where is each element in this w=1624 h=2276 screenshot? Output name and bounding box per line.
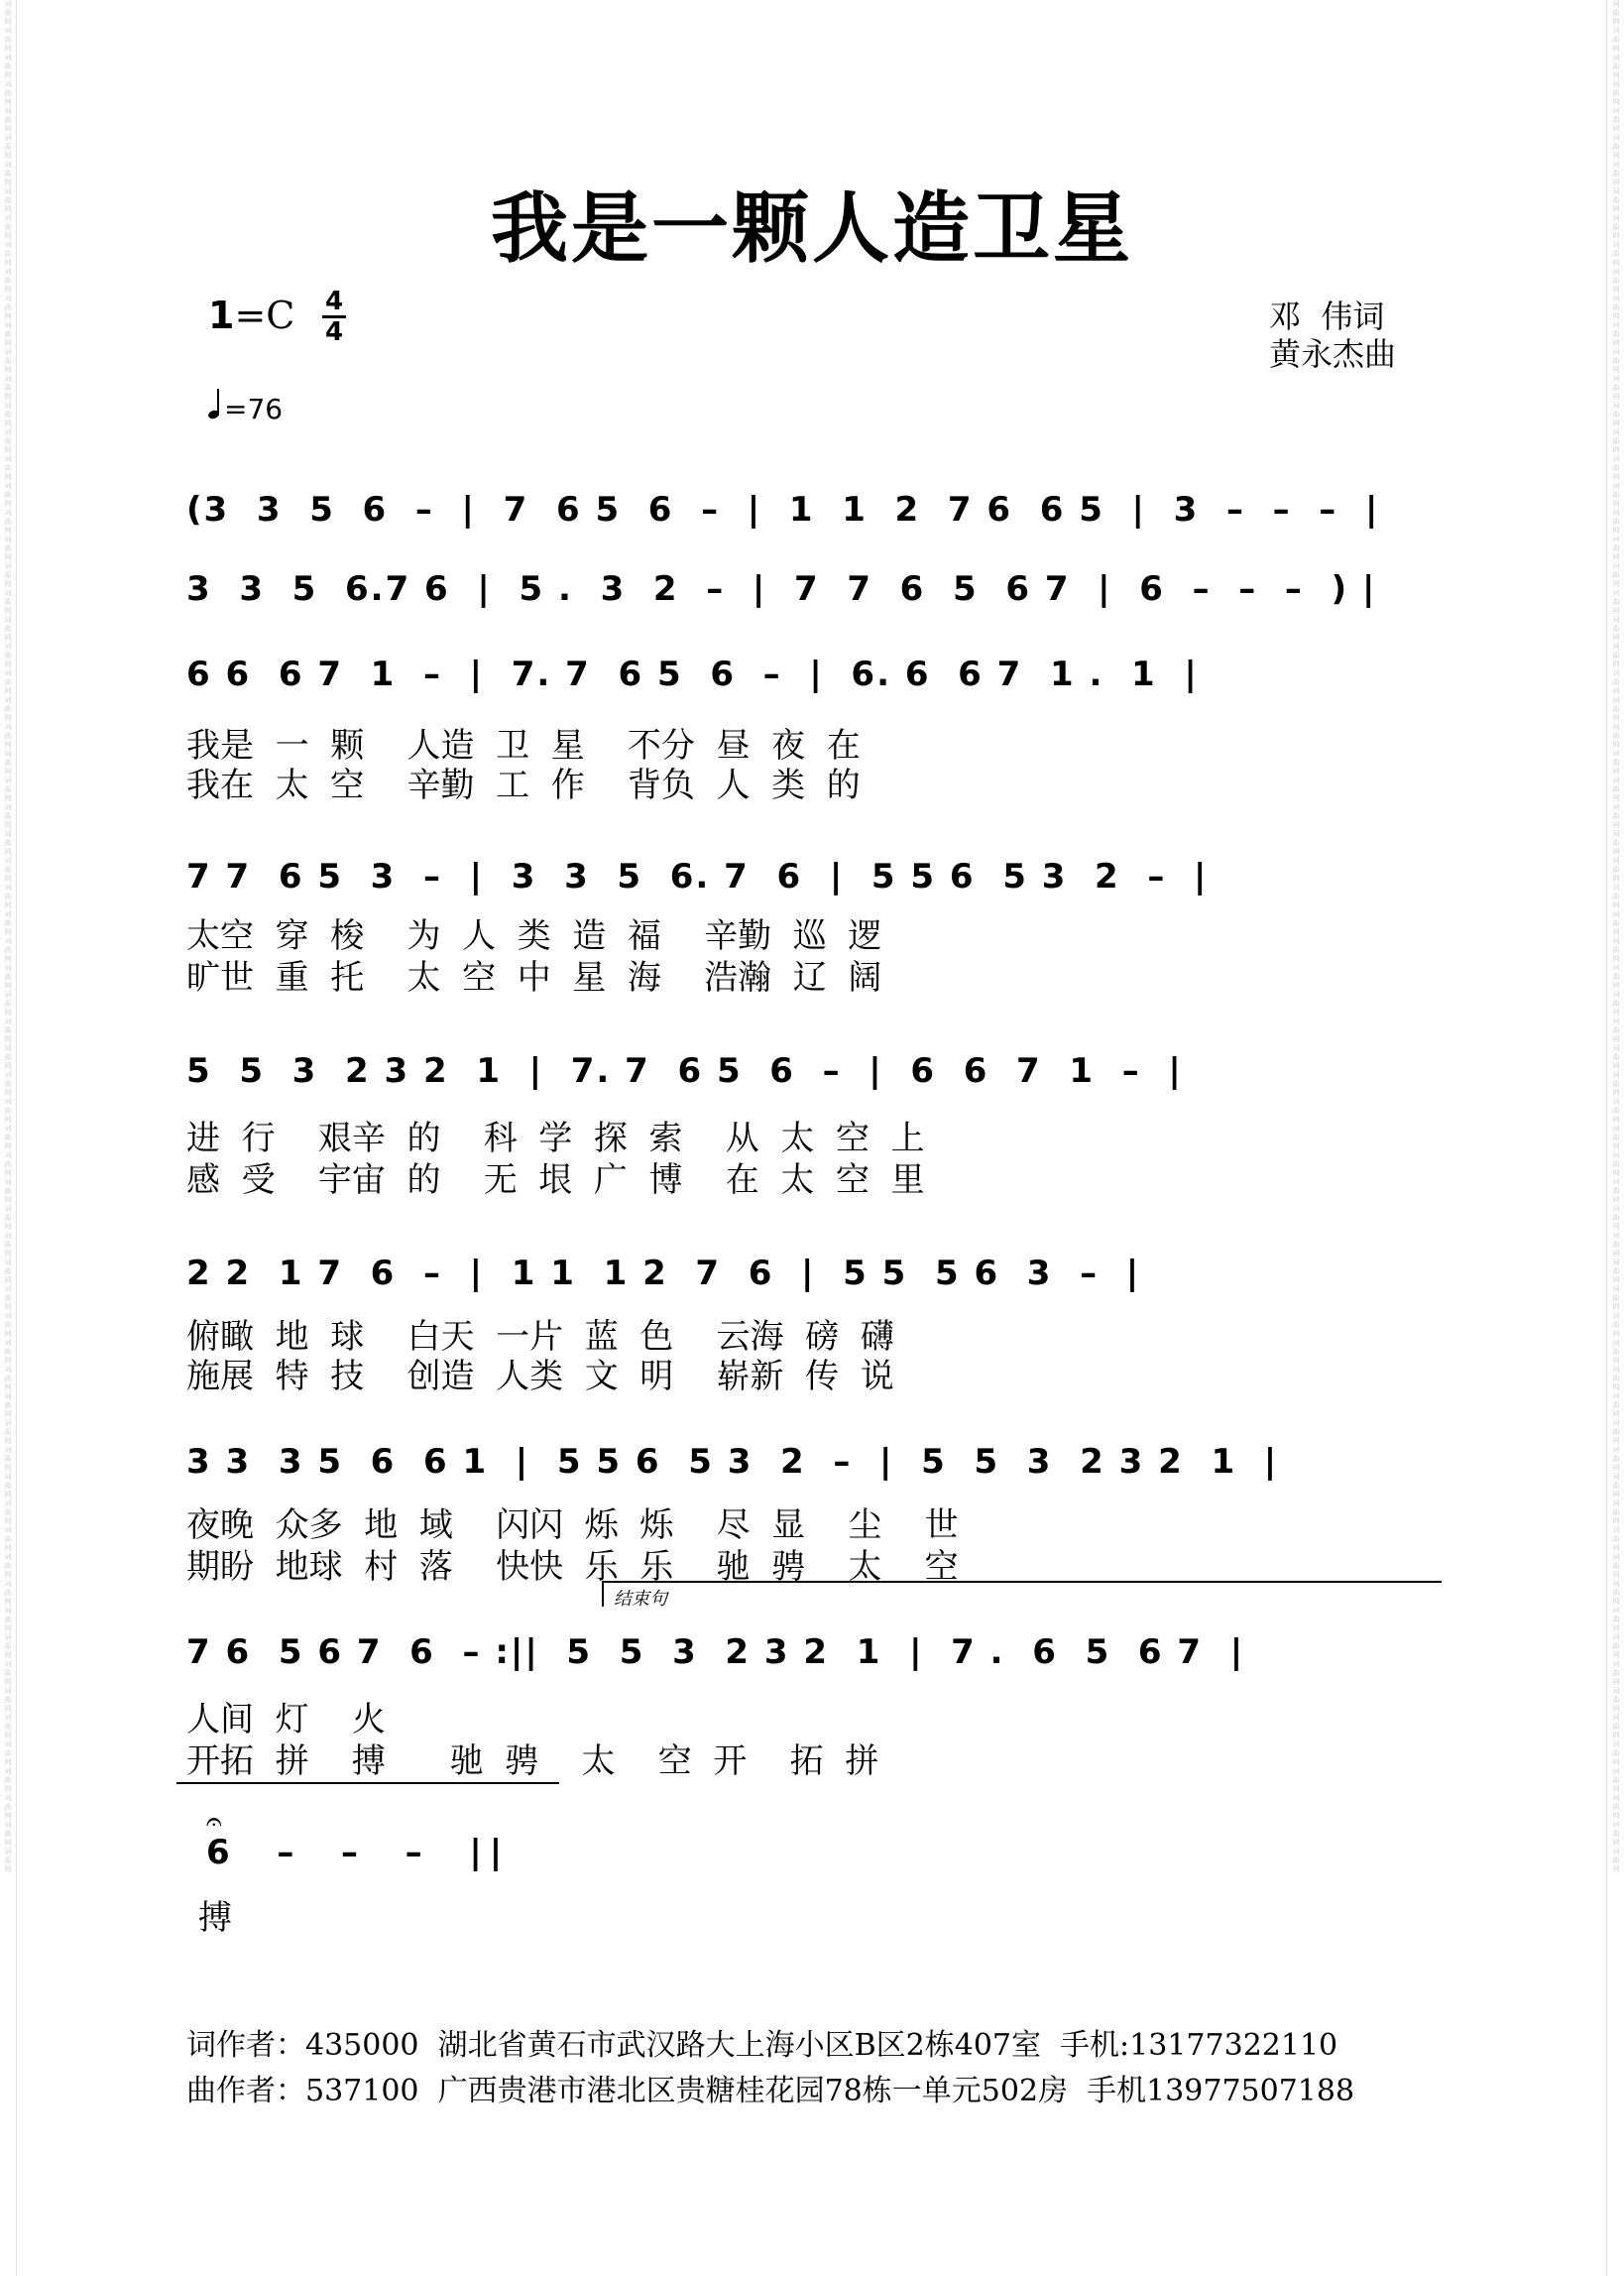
system-4-lyric-2: 旷世 重 托 太 空 中 星 海 浩瀚 辽 阔: [186, 958, 882, 998]
system-3-notes: 6 6 6 7 1 – | 7. 7 6 5 6 – | 6. 6 6 7 1 . 1 |: [186, 655, 1199, 694]
system-1-notes: (3 3 5 6 – | 7 6 5 6 – | 1 1 2 7 6 6 5 | 3 – – – |: [186, 490, 1380, 530]
lyricist-credit: 邓 伟词: [1269, 298, 1385, 335]
system-4-notes: 7 7 6 5 3 – | 3 3 5 6. 7 6 | 5 5 6 5 3 2 – |: [186, 857, 1209, 897]
system-6-lyric-1: 俯瞰 地 球 白天 一片 蓝 色 云海 磅 礴: [186, 1317, 894, 1357]
key-text: =C: [234, 294, 295, 337]
footer-addresses: [186, 2023, 1354, 2114]
system-3-lyric-1: 我是 一 颗 人造 卫 星 不分 昼 夜 在: [186, 726, 861, 766]
right-margin-line: [1606, 0, 1607, 2276]
ending-label: 结束句: [614, 1589, 667, 1610]
system-5-notes: 5 5 3 2 3 2 1 | 7. 7 6 5 6 – | 6 6 7 1 – |: [186, 1051, 1183, 1091]
system-4-lyric-1: 太空 穿 梭 为 人 类 造 福 辛勤 巡 逻: [186, 916, 882, 956]
system-7-notes: 3 3 3 5 6 6 1 | 5 5 6 5 3 2 – | 5 5 3 2 3 2 1 |: [186, 1442, 1279, 1482]
system-5-lyric-1: 进 行 艰辛 的 科 学 探 索 从 太 空 上: [186, 1119, 925, 1158]
system-3-lyric-2: 我在 太 空 辛勤 工 作 背负 人 类 的: [186, 766, 861, 805]
system-8-lyric-2: 开拓 拼 搏 驰 骋 太 空 开 拓 拼: [186, 1741, 879, 1781]
final-bracket: [176, 1782, 559, 1784]
ending-bracket: [602, 1581, 1442, 1610]
time-signature-bottom: 4: [324, 317, 344, 347]
quarter-note-icon: [208, 389, 220, 419]
time-signature: [322, 287, 346, 347]
composer-credit: 黄永杰曲: [1269, 335, 1397, 373]
time-signature-top: 4: [324, 287, 344, 316]
watermark-left: 词曲网 词曲网 词曲网 词曲网 词曲网 词曲网 词曲网 词曲网 词曲网 词曲网 词曲网 词曲网 词曲网 词曲网 词曲网 词曲网 词曲网 词曲网 词曲网 词曲网 词曲网 词曲网 词曲网 词曲网 词曲网 词曲网 词曲网 词曲网 词曲网 词曲网 词曲网 词曲网 词曲网 词曲网 词曲网 词曲网 词曲网 词曲网 词曲网 词曲网 词曲网 词曲网 词曲网 词曲网 词曲网 词曲网 词曲网 词曲网 词曲网 词曲网 词曲网 词曲网 词曲网 词曲网 词曲网 词曲网 词曲网 词曲网 词曲网 词曲网 词曲网 词曲网 词曲网 词曲网 词曲网 词曲网 词曲网 词曲网 词曲网 词曲网: [4, 0, 12, 1873]
song-title: 我是一颗人造卫星: [490, 184, 1133, 274]
system-7-lyric-1: 夜晚 众多 地 域 闪闪 烁 烁 尽 显 尘 世: [186, 1505, 959, 1545]
system-6-notes: 2 2 1 7 6 – | 1 1 1 2 7 6 | 5 5 5 6 3 – |: [186, 1254, 1141, 1293]
key-tonic-number: 1: [208, 294, 235, 337]
system-5-lyric-2: 感 受 宇宙 的 无 垠 广 博 在 太 空 里: [186, 1160, 925, 1200]
system-6-lyric-2: 施展 特 技 创造 人类 文 明 崭新 传 说: [186, 1357, 894, 1396]
key-signature: [208, 294, 294, 337]
system-9-notes: 6 – – – ||: [206, 1833, 511, 1872]
system-2-notes: 3 3 5 6.7 6 | 5 . 3 2 – | 7 7 6 5 6 7 | 6 – – – ) |: [186, 569, 1377, 609]
lyricist-address: 词作者：435000 湖北省黄石市武汉路大上海小区B区2栋407室 手机:13177322110: [186, 2028, 1338, 2063]
tempo-value: =76: [224, 393, 284, 425]
left-margin-line: [16, 0, 17, 2276]
system-8-lyric-1: 人间 灯 火: [186, 1700, 386, 1739]
system-9-lyric-1: 搏: [198, 1898, 232, 1938]
system-7-lyric-2: 期盼 地球 村 落 快快 乐 乐 驰 骋 太 空: [186, 1547, 959, 1587]
system-8-notes: 7 6 5 6 7 6 – :|| 5 5 3 2 3 2 1 | 7 . 6 5 6 7 |: [186, 1632, 1245, 1672]
credits: [1269, 298, 1396, 373]
fermata-icon: 𝄐: [206, 1805, 222, 1838]
watermark-right: 词曲网 词曲网 词曲网 词曲网 词曲网 词曲网 词曲网 词曲网 词曲网 词曲网 词曲网 词曲网 词曲网 词曲网 词曲网 词曲网 词曲网 词曲网 词曲网 词曲网 词曲网 词曲网 词曲网 词曲网 词曲网 词曲网 词曲网 词曲网 词曲网 词曲网 词曲网 词曲网 词曲网 词曲网 词曲网 词曲网 词曲网 词曲网 词曲网 词曲网 词曲网 词曲网 词曲网 词曲网 词曲网 词曲网 词曲网 词曲网 词曲网 词曲网 词曲网 词曲网 词曲网 词曲网 词曲网 词曲网 词曲网 词曲网 词曲网 词曲网 词曲网 词曲网 词曲网 词曲网 词曲网 词曲网 词曲网 词曲网 词曲网 词曲网: [1612, 0, 1620, 1873]
tempo-marking: [208, 389, 283, 425]
composer-address: 曲作者：537100 广西贵港市港北区贵糖桂花园78栋一单元502房 手机13977507188: [186, 2074, 1355, 2108]
